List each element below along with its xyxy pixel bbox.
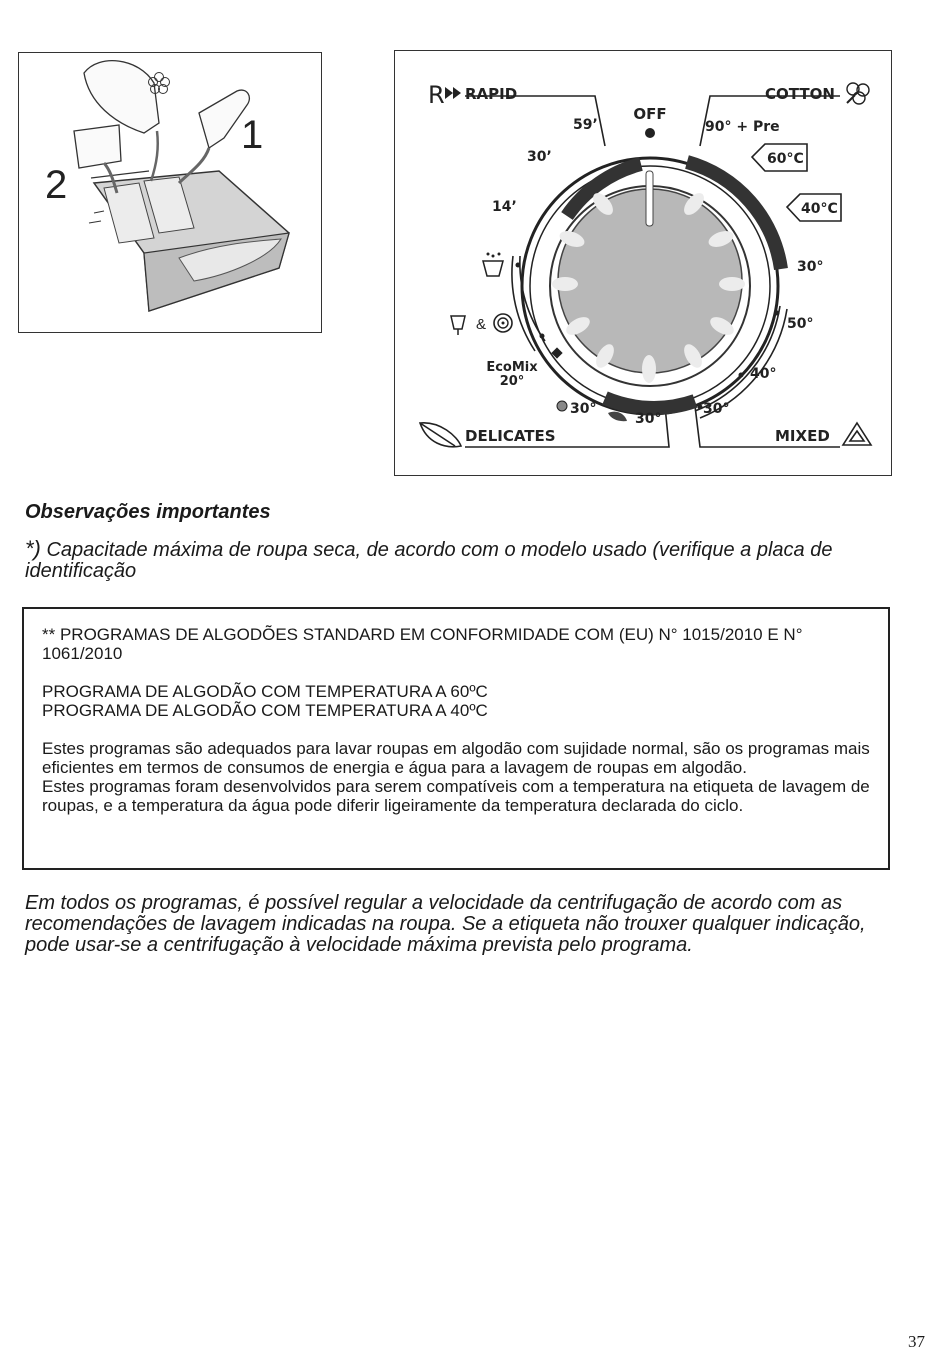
cotton-60c: 60°C bbox=[767, 151, 804, 167]
rapid-prefix: R bbox=[428, 81, 445, 109]
rapid-14: 14’ bbox=[492, 199, 517, 215]
mixed-30: 30° bbox=[703, 401, 730, 417]
compartment-label-1: 1 bbox=[241, 113, 264, 157]
box-heading-40: PROGRAMA DE ALGODÃO COM TEMPERATURA A 40ºC bbox=[42, 701, 488, 720]
rinse-shower-icon bbox=[483, 253, 503, 277]
triangle-icon bbox=[843, 423, 871, 445]
mixed-50: 50° bbox=[787, 316, 814, 332]
wool-icon bbox=[557, 401, 567, 411]
group-mixed: MIXED bbox=[775, 427, 830, 445]
box-paragraph-2: Estes programas foram desenvolvidos para serem compatíveis com a temperatura na etiqueta de lavagem de roupas, e a temperatura da água pode diferir ligeiramente da temperatura declarada do ciclo. bbox=[42, 777, 870, 815]
cotton-30: 30° bbox=[797, 259, 824, 275]
box-paragraph-1: Estes programas são adequados para lavar roupas em algodão com sujidade normal, são os programas mais eficientes em termos de consumos de energia e água para a lavagem de roupas em algodão. bbox=[42, 739, 870, 777]
spin-note: Em todos os programas, é possível regular a velocidade da centrifugação de acordo com as recomendações de lavagem indicadas na roupa. Se a etiqueta não trouxer qualquer indicação, pode usar-se a centrifugação à velocidade máxima prevista pelo programa. bbox=[25, 892, 866, 956]
detergent-drawer-figure bbox=[18, 52, 322, 333]
group-cotton: COTTON bbox=[765, 85, 835, 103]
rapid-30: 30’ bbox=[527, 149, 552, 165]
ecomix-label: EcoMix bbox=[486, 360, 538, 375]
group-delicates: DELICATES bbox=[465, 427, 556, 445]
mixed-40: 40° bbox=[750, 366, 777, 382]
box-heading-60: PROGRAMA DE ALGODÃO COM TEMPERATURA A 60ºC bbox=[42, 682, 488, 701]
rapid-arrows-icon bbox=[445, 87, 461, 99]
page-number: 37 bbox=[908, 1332, 925, 1351]
off-label: OFF bbox=[633, 105, 667, 123]
delicates-30-feather: 30° bbox=[635, 411, 662, 427]
program-dial-figure bbox=[394, 50, 892, 476]
notes-title: Observações importantes bbox=[25, 501, 271, 523]
rapid-59: 59’ bbox=[573, 117, 598, 133]
capacity-mark: *) bbox=[25, 536, 41, 561]
ecomix-temp: 20° bbox=[499, 374, 525, 389]
group-rapid: RAPID bbox=[465, 85, 518, 103]
compartment-label-2: 2 bbox=[45, 163, 68, 207]
standard-programs-box bbox=[22, 607, 890, 870]
capacity-text: Capacitade máxima de roupa seca, de acordo com o modelo usado (verifique a placa de identificação bbox=[25, 539, 833, 582]
cotton-flower-icon bbox=[847, 83, 869, 104]
box-heading-standard: ** PROGRAMAS DE ALGODÕES STANDARD EM CONFORMIDADE COM (EU) N° 1015/2010 E N° 1061/2010 bbox=[42, 625, 803, 663]
feather-icon bbox=[420, 423, 461, 447]
delicates-30-wool: 30° bbox=[570, 401, 597, 417]
cotton-40c: 40°C bbox=[801, 201, 838, 217]
capacity-note bbox=[25, 538, 905, 582]
cotton-90-pre: 90° + Pre bbox=[705, 119, 780, 135]
rinse-amp: & bbox=[476, 316, 487, 333]
